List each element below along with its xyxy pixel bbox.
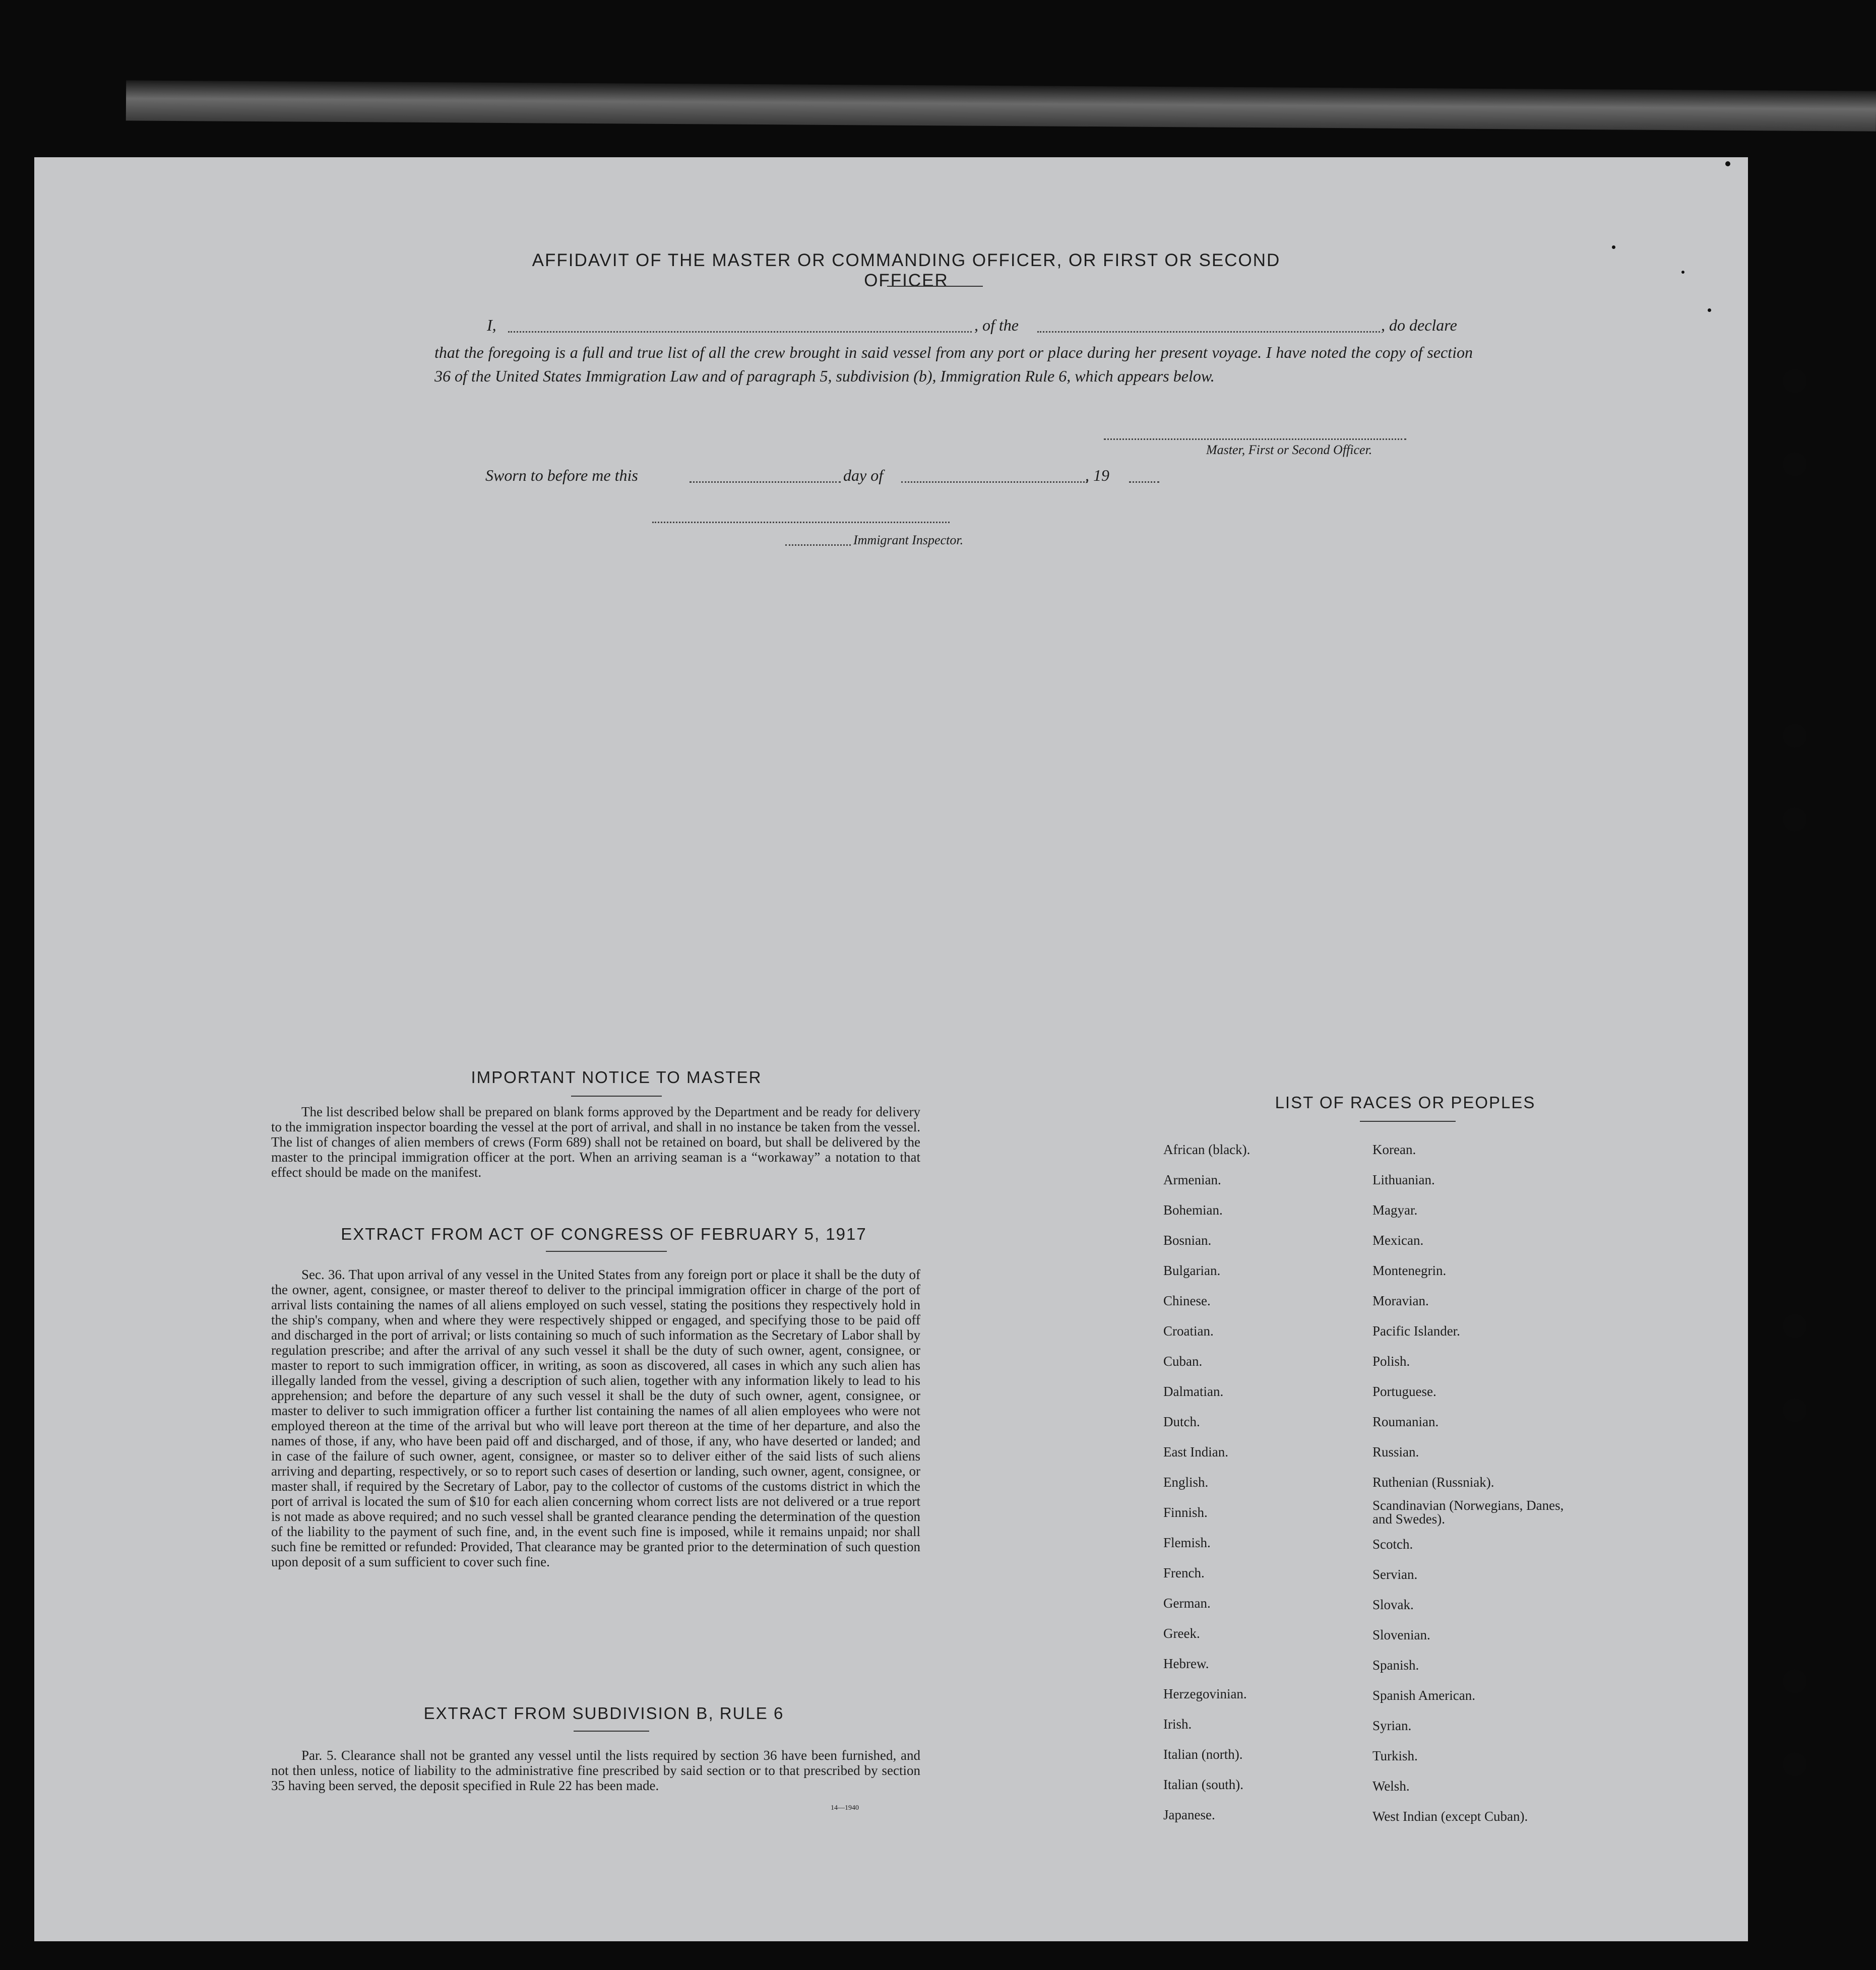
affidavit-declare: , do declare: [1381, 316, 1457, 334]
sworn-text: Sworn to before me this: [485, 466, 638, 484]
race-item: Servian.: [1372, 1567, 1418, 1582]
rule-heading: EXTRACT FROM SUBDIVISION B, RULE 6: [423, 1704, 784, 1723]
race-item: Bulgarian.: [1163, 1263, 1221, 1278]
affidavit-of-the: , of the: [974, 316, 1019, 334]
race-item: Italian (south).: [1163, 1777, 1243, 1792]
sworn-month-blank[interactable]: [901, 481, 1088, 483]
year-blank[interactable]: [1129, 481, 1159, 483]
affidavit-heading: AFFIDAVIT OF THE MASTER OR COMMANDING OFFICER, OR FIRST OR SECOND OFFICER: [532, 250, 1281, 290]
race-item: German.: [1163, 1596, 1211, 1611]
race-item: Scotch.: [1372, 1537, 1413, 1552]
races-rule: [1360, 1121, 1456, 1122]
rule-rule: [574, 1731, 649, 1732]
race-item: Turkish.: [1372, 1748, 1418, 1763]
race-item: English.: [1163, 1475, 1209, 1490]
races-heading: LIST OF RACES OR PEOPLES: [1275, 1093, 1536, 1112]
rule-text: Par. 5. Clearance shall not be granted any vessel until the lists required by section 36 have been furnished, and not then unless, notice of liability to the administrative fine prescribed by said section or to that prescribed by section 35 having been served, the deposit specified in Rule 22 has been made.: [271, 1748, 920, 1793]
race-item: Polish.: [1372, 1354, 1410, 1369]
inspector-label: Immigrant Inspector.: [853, 533, 964, 547]
race-item: Japanese.: [1163, 1807, 1215, 1822]
act-heading: EXTRACT FROM ACT OF CONGRESS OF FEBRUARY 5, 1917: [341, 1225, 867, 1243]
race-item: East Indian.: [1163, 1444, 1228, 1459]
race-item: Korean.: [1372, 1142, 1416, 1157]
act-text: Sec. 36. That upon arrival of any vessel in the United States from any foreign port or place it shall be the duty of the owner, agent, consignee, or master thereof to deliver to the principal immigration officer in charge of the port of arrival lists containing the names of all aliens employed on such vessel, stating the positions they respectively hold in the ship's company, when and where they were respectively shipped or engaged, and specifying those to be paid off and discharged in the port of arrival; or lists containing so much of such information as the Secretary of Labor shall by regulation prescribe; and after the arrival of any such vessel it shall be the duty of such owner, agent, consignee, or master to report to such immigration officer, in writing, as soon as discovered, all cases in which any such alien has illegally landed from the vessel, giving a description of such alien, together with any information likely to lead to his apprehension; and before the departure of any such vessel it shall be the duty of such owner, agent, consignee, or master to deliver to such immigration officer a further list containing the names of all alien employees who were not employed thereon at the time of the arrival but who will leave port thereon at the time of her departure, and also the names of those, if any, who have been paid off and discharged, and of those, if any, who have deserted or landed; and in case of the failure of such owner, agent, consignee, or master so to deliver either of the said lists of such aliens arriving and departing, respectively, or so to report such cases of desertion or landing, such owner, agent, consignee, or master shall, if required by the Secretary of Labor, pay to the collector of customs of the customs district in which the port of arrival is located the sum of $10 for each alien concerning whom correct lists are not delivered or a true report is not made as above required; and no such vessel shall be granted clearance pending the determination of the question of the liability to the payment of such fine, and, in the event such fine is imposed, while it remains unpaid; nor shall such fine be remitted or refunded: Provided, That clearance may be granted prior to the determination of such question upon deposit of a sum sufficient to cover such fine.: [271, 1267, 920, 1569]
day-of-text: day of: [843, 466, 884, 484]
race-item: Armenian.: [1163, 1172, 1221, 1187]
affidavit-body: that the foregoing is a full and true list of all the crew brought in said vessel from any port or place during her present voyage. I have noted the copy of section 36 of the United States Immigration Law and of paragraph 5, subdivision (b), Immigration Rule 6, which appears below.: [434, 343, 1473, 385]
binder-hole: [1783, 369, 1807, 393]
name-blank[interactable]: [508, 331, 972, 333]
race-item: African (black).: [1163, 1142, 1250, 1157]
sworn-day-blank[interactable]: [690, 481, 841, 483]
race-item: Hebrew.: [1163, 1656, 1209, 1671]
race-item: Pacific Islander.: [1372, 1323, 1460, 1339]
binder-hole: [1783, 1398, 1807, 1422]
race-item: Italian (north).: [1163, 1747, 1243, 1762]
binder-hole: [1783, 1752, 1807, 1776]
race-item: Welsh.: [1372, 1778, 1410, 1794]
race-item: Moravian.: [1372, 1293, 1429, 1308]
race-item: Bohemian.: [1163, 1202, 1223, 1218]
race-item: Spanish American.: [1372, 1688, 1475, 1703]
race-item: Scandinavian (Norwegians, Danes, and Swedes).: [1372, 1498, 1564, 1527]
race-item: French.: [1163, 1565, 1205, 1580]
notice-heading: IMPORTANT NOTICE TO MASTER: [471, 1068, 762, 1087]
race-item: Slovak.: [1372, 1597, 1414, 1612]
race-item: Lithuanian.: [1372, 1172, 1435, 1187]
officer-signature-line[interactable]: [1104, 438, 1406, 440]
notice-rule: [571, 1096, 662, 1097]
race-item: Cuban.: [1163, 1354, 1203, 1369]
binder-hole: [1783, 724, 1807, 748]
ink-speck: [1681, 271, 1684, 274]
race-item: Bosnian.: [1163, 1233, 1212, 1248]
form-number: 14—1940: [831, 1804, 859, 1812]
ink-speck: [1725, 161, 1730, 166]
microfilm-top-strip: [126, 80, 1876, 131]
heading-rule: [887, 286, 983, 287]
notice-text: The list described below shall be prepared on blank forms approved by the Department and be ready for delivery to the immigration inspector boarding the vessel at the port of arrival, and shall in no instance be taken from the vessel. The list of changes of alien members of crews (Form 689) shall not be retained on board, but shall be delivered by the master to the principal immigration officer at the port. When an arriving seaman is a “workaway” a notation to that effect should be made on the manifest.: [271, 1104, 920, 1180]
race-item: Finnish.: [1163, 1505, 1208, 1520]
race-item: Chinese.: [1163, 1293, 1211, 1308]
race-item: Herzegovinian.: [1163, 1686, 1247, 1701]
race-item: Croatian.: [1163, 1323, 1214, 1339]
race-item: Irish.: [1163, 1717, 1192, 1732]
race-item: Dutch.: [1163, 1414, 1200, 1429]
affidavit-i: I,: [487, 316, 496, 334]
races-right-column: [1372, 1134, 1584, 1831]
race-item: Portuguese.: [1372, 1384, 1436, 1399]
race-item: West Indian (except Cuban).: [1372, 1809, 1528, 1824]
act-rule: [546, 1251, 667, 1252]
race-item: Montenegrin.: [1372, 1263, 1447, 1278]
race-item: Spanish.: [1372, 1658, 1419, 1673]
ink-speck: [1612, 245, 1615, 249]
race-item: Mexican.: [1372, 1233, 1424, 1248]
document-page: [34, 157, 1748, 1941]
inspector-short-line: [785, 544, 851, 546]
binder-hole: [1783, 452, 1807, 476]
officer-label: Master, First or Second Officer.: [1206, 442, 1372, 457]
inspector-signature-line[interactable]: [652, 522, 950, 523]
race-item: Greek.: [1163, 1626, 1200, 1641]
vessel-blank[interactable]: [1037, 331, 1380, 333]
race-item: Ruthenian (Russniak).: [1372, 1475, 1494, 1490]
binder-hole: [1783, 1314, 1807, 1338]
year-text: , 19: [1085, 466, 1109, 484]
race-item: Flemish.: [1163, 1535, 1211, 1550]
ink-speck: [1708, 308, 1711, 312]
binder-hole: [1783, 1669, 1807, 1693]
binder-hole: [1783, 807, 1807, 832]
race-item: Russian.: [1372, 1444, 1419, 1459]
race-item: Slovenian.: [1372, 1627, 1430, 1642]
race-item: Syrian.: [1372, 1718, 1412, 1733]
race-item: Dalmatian.: [1163, 1384, 1224, 1399]
races-left-column: [1163, 1134, 1250, 1830]
race-item: Roumanian.: [1372, 1414, 1439, 1429]
race-item: Magyar.: [1372, 1202, 1418, 1218]
